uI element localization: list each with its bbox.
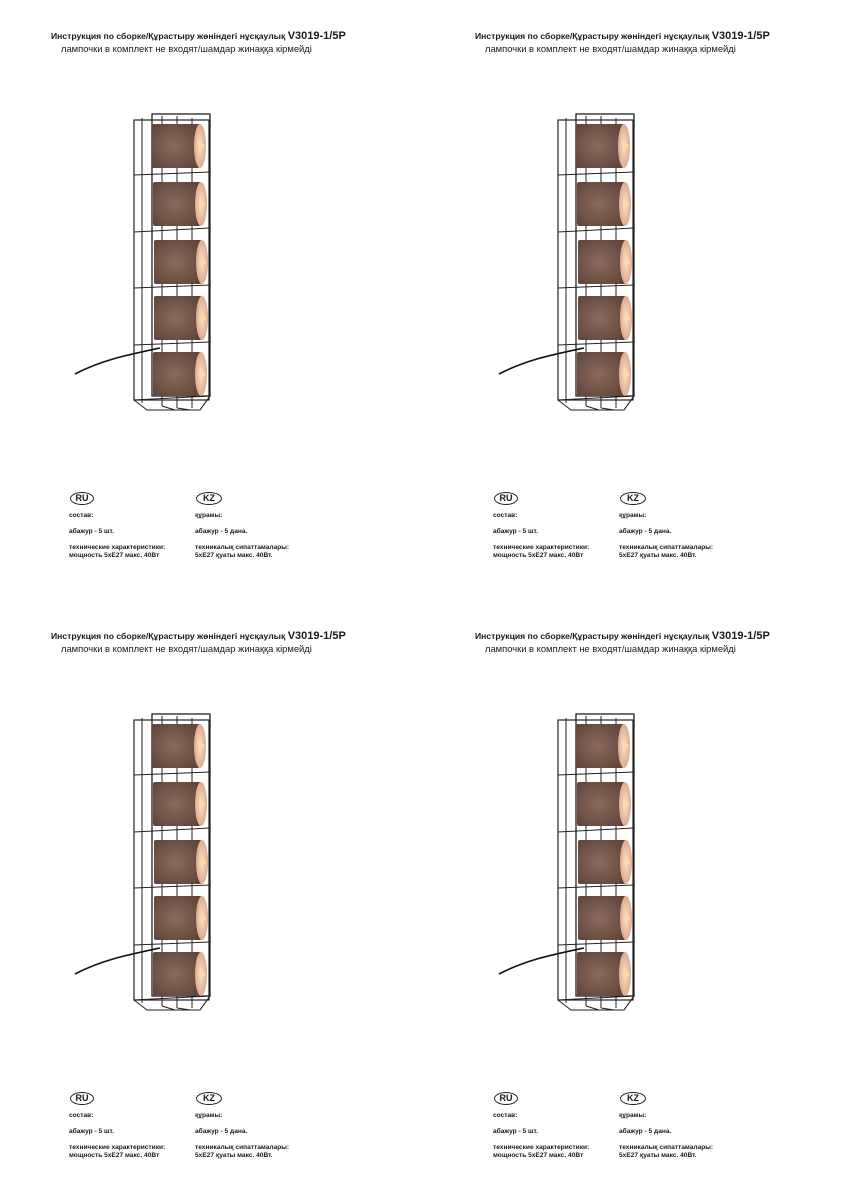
kz-specs: 5xE27 қуаты макс. 40Вт. [195,552,273,559]
kz-composition: абажур - 5 дана. [619,1128,672,1135]
kz-composition-label: құрамы: [195,512,223,519]
ru-specs-label: технические характеристики: [493,544,590,551]
kz-badge: KZ [196,1092,222,1105]
sheet-title [51,630,346,642]
floor-lamp-illustration [72,110,222,415]
sheet-subtitle: лампочки в комплект не входят/шамдар жинаққа кірмейді [485,643,736,654]
ru-composition-label: состав: [69,512,94,519]
ru-specs-label: технические характеристики: [69,544,166,551]
sheet-subtitle: лампочки в комплект не входят/шамдар жинаққа кірмейді [61,643,312,654]
title-text: Инструкция по сборке/Құрастыру жөніндегі нұсқаулық [51,631,286,641]
ru-specs: мощность 5xE27 макс. 40Вт [69,1152,160,1159]
sheet-subtitle: лампочки в комплект не входят/шамдар жинаққа кірмейді [485,43,736,54]
kz-composition: абажур - 5 дана. [619,528,672,535]
floor-lamp-illustration [72,710,222,1015]
kz-composition-label: құрамы: [619,1112,647,1119]
kz-specs: 5xE27 қуаты макс. 40Вт. [619,552,697,559]
floor-lamp-illustration [496,710,646,1015]
sheet-title [475,630,770,642]
ru-specs: мощность 5xE27 макс. 40Вт [493,1152,584,1159]
kz-badge: KZ [620,1092,646,1105]
model-number: V3019-1/5P [287,630,346,642]
ru-badge: RU [70,1092,94,1105]
kz-specs-label: техникалық сипаттамалары: [619,544,714,551]
instruction-sheet [0,0,424,600]
kz-badge: KZ [620,492,646,505]
kz-composition-label: құрамы: [195,1112,223,1119]
instruction-sheet [424,600,848,1200]
ru-specs: мощность 5xE27 макс. 40Вт [69,552,160,559]
ru-composition-label: состав: [69,1112,94,1119]
kz-specs: 5xE27 қуаты макс. 40Вт. [195,1152,273,1159]
sheet-subtitle: лампочки в комплект не входят/шамдар жинаққа кірмейді [61,43,312,54]
kz-composition-label: құрамы: [619,512,647,519]
ru-badge: RU [494,1092,518,1105]
ru-composition-label: состав: [493,1112,518,1119]
ru-composition: абажур - 5 шт. [493,1128,539,1135]
floor-lamp-illustration [496,110,646,415]
ru-composition: абажур - 5 шт. [493,528,539,535]
title-text: Инструкция по сборке/Құрастыру жөніндегі нұсқаулық [475,31,710,41]
ru-specs-label: технические характеристики: [493,1144,590,1151]
kz-specs-label: техникалық сипаттамалары: [195,1144,290,1151]
kz-specs: 5xE27 қуаты макс. 40Вт. [619,1152,697,1159]
ru-badge: RU [494,492,518,505]
kz-specs-label: техникалық сипаттамалары: [195,544,290,551]
model-number: V3019-1/5P [711,630,770,642]
ru-composition: абажур - 5 шт. [69,528,115,535]
ru-composition-label: состав: [493,512,518,519]
kz-specs-label: техникалық сипаттамалары: [619,1144,714,1151]
kz-badge: KZ [196,492,222,505]
ru-specs-label: технические характеристики: [69,1144,166,1151]
sheet-title [475,30,770,42]
kz-composition: абажур - 5 дана. [195,528,248,535]
ru-badge: RU [70,492,94,505]
instruction-sheet [0,600,424,1200]
title-text: Инструкция по сборке/Құрастыру жөніндегі нұсқаулық [475,631,710,641]
instruction-sheet [424,0,848,600]
sheet-title [51,30,346,42]
title-text: Инструкция по сборке/Құрастыру жөніндегі нұсқаулық [51,31,286,41]
model-number: V3019-1/5P [711,30,770,42]
model-number: V3019-1/5P [287,30,346,42]
ru-composition: абажур - 5 шт. [69,1128,115,1135]
ru-specs: мощность 5xE27 макс. 40Вт [493,552,584,559]
kz-composition: абажур - 5 дана. [195,1128,248,1135]
